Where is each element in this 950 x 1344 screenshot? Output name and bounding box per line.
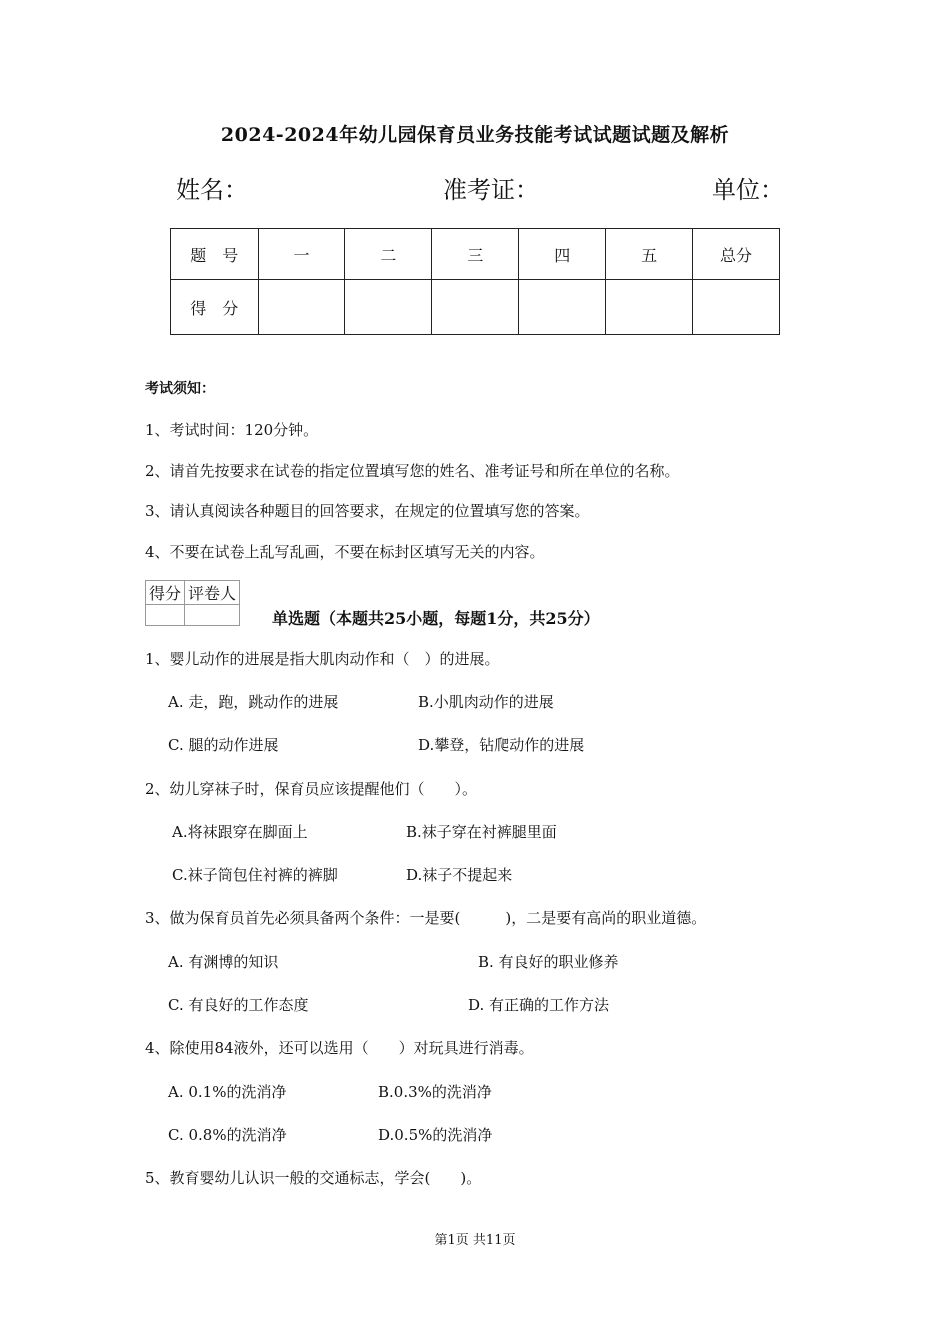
page-footer: 第1页 共11页: [434, 1233, 516, 1248]
score-table-header-row: [171, 229, 780, 280]
answer-option: A.将袜跟穿在脚面上: [172, 823, 308, 841]
score-table-header-cell: 五: [606, 229, 693, 280]
question-text: 4、除使用84液外，还可以选用（ ）对玩具进行消毒。: [145, 1039, 534, 1057]
score-cell: [258, 280, 345, 335]
question-text: 3、做为保育员首先必须具备两个条件：一是要( )，二是要有高尚的职业道德。: [145, 909, 707, 927]
answer-option: D.袜子不提起来: [406, 866, 513, 884]
grader-table-blank-cell: [185, 605, 240, 626]
answer-option: A. 有渊博的知识: [168, 953, 279, 971]
score-table-row-label: 得 分: [171, 280, 259, 335]
score-table-header-cell: 题 号: [171, 229, 259, 280]
answer-option: C. 有良好的工作态度: [168, 996, 309, 1014]
grader-table-grader-label: 评卷人: [185, 581, 240, 605]
question-text: 5、教育婴幼儿认识一般的交通标志，学会( )。: [145, 1169, 482, 1187]
score-table-header-cell: 四: [519, 229, 606, 280]
notes-heading: 考试须知：: [145, 381, 215, 397]
grader-table-blank-cell: [146, 605, 185, 626]
score-table-header-cell: 一: [258, 229, 345, 280]
answer-option: B.小肌肉动作的进展: [418, 693, 554, 711]
answer-option: B.袜子穿在衬裤腿里面: [406, 823, 557, 841]
grader-table-blank-row: [146, 605, 240, 626]
unit-field-label: 单位：: [712, 176, 784, 204]
score-table-header-cell: 二: [345, 229, 432, 280]
answer-option: C.袜子筒包住衬裤的裤脚: [172, 866, 338, 884]
score-cell: [606, 280, 693, 335]
answer-option: B.0.3%的洗消净: [378, 1083, 492, 1101]
score-table-score-row: [171, 280, 780, 335]
answer-option: D.0.5%的洗消净: [378, 1126, 493, 1144]
grader-table-header-row: [146, 581, 240, 605]
score-table-header-cell: 三: [432, 229, 519, 280]
question-text: 2、幼儿穿袜子时，保育员应该提醒他们（ ）。: [145, 780, 478, 798]
notes-item: 2、请首先按要求在试卷的指定位置填写您的姓名、准考证号和所在单位的名称。: [145, 462, 680, 480]
answer-option: A. 0.1%的洗消净: [168, 1083, 287, 1101]
section-title: 单选题（本题共25小题，每题1分，共25分）: [272, 609, 600, 628]
answer-option: C. 0.8%的洗消净: [168, 1126, 287, 1144]
answer-option: A. 走，跑，跳动作的进展: [168, 693, 339, 711]
answer-option: B. 有良好的职业修养: [478, 953, 619, 971]
question-text: 1、婴儿动作的进展是指大肌肉动作和（ ）的进展。: [145, 650, 500, 668]
answer-option: D.攀登，钻爬动作的进展: [418, 736, 585, 754]
answer-option: C. 腿的动作进展: [168, 736, 279, 754]
answer-option: D. 有正确的工作方法: [468, 996, 610, 1014]
notes-item: 3、请认真阅读各种题目的回答要求，在规定的位置填写您的答案。: [145, 502, 590, 520]
score-cell: [432, 280, 519, 335]
score-cell: [519, 280, 606, 335]
score-cell: [345, 280, 432, 335]
notes-item: 4、不要在试卷上乱写乱画，不要在标封区填写无关的内容。: [145, 543, 545, 561]
exam-number-field-label: 准考证：: [443, 176, 539, 204]
document-title: 2024-2024年幼儿园保育员业务技能考试试题试题及解析: [220, 124, 730, 146]
name-field-label: 姓名：: [176, 176, 248, 204]
score-table-header-cell: 总分: [693, 229, 780, 280]
grader-table: [145, 580, 240, 626]
notes-item: 1、考试时间：120分钟。: [145, 421, 319, 439]
grader-table-score-label: 得分: [146, 581, 185, 605]
score-cell: [693, 280, 780, 335]
score-table: [170, 228, 780, 335]
